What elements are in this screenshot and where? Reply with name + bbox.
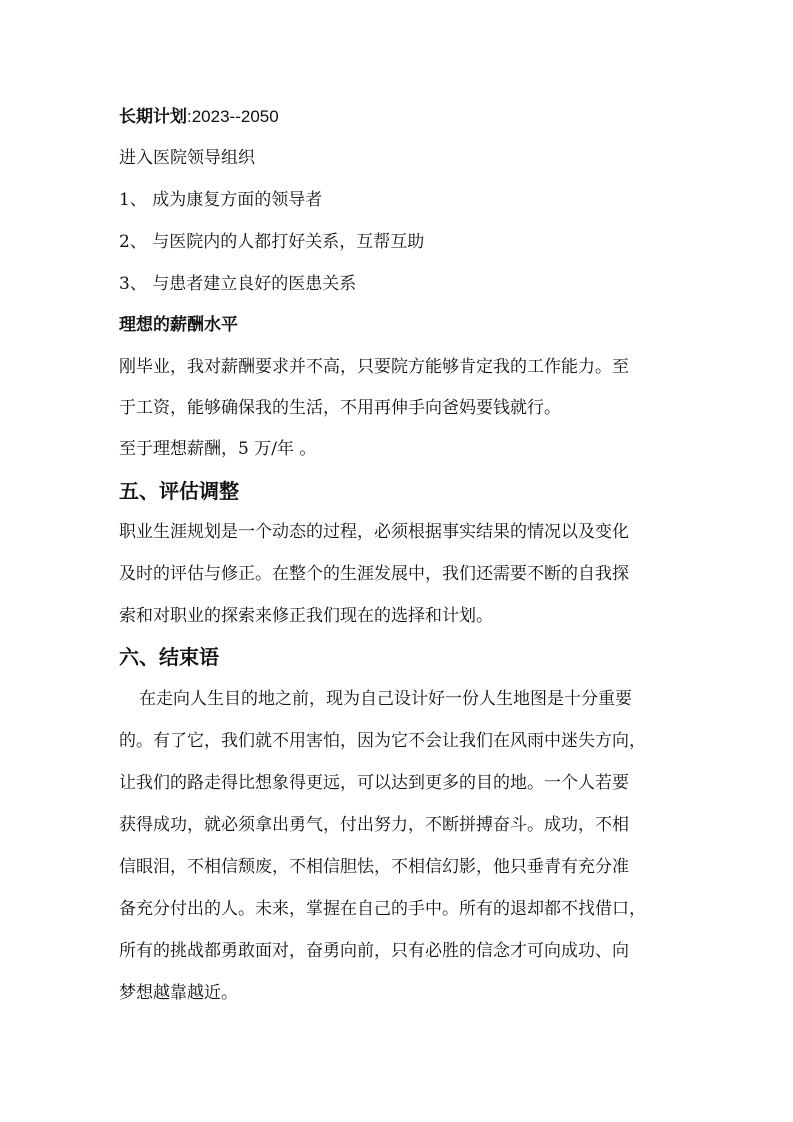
long-term-plan-heading <box>119 108 279 126</box>
plan-item-1: 1、 成为康复方面的领导者 <box>119 190 323 210</box>
plan-item-2: 2、 与医院内的人都打好关系，互帮互助 <box>119 232 425 252</box>
section-6-line-2: 的。有了它，我们就不用害怕，因为它不会让我们在风雨中迷失方向， <box>119 731 646 751</box>
salary-line-1: 刚毕业，我对薪酬要求并不高，只要院方能够肯定我的工作能力。至 <box>119 357 629 377</box>
section-5-line-3: 索和对职业的探索来修正我们现在的选择和计划。 <box>119 606 493 626</box>
section-6-line-7: 所有的挑战都勇敢面对，奋勇向前，只有必胜的信念才可向成功、向 <box>119 941 629 961</box>
section-6-line-4: 获得成功，就必须拿出勇气，付出努力，不断拼搏奋斗。成功，不相 <box>119 815 629 835</box>
salary-heading: 理想的薪酬水平 <box>119 315 238 335</box>
section-6-heading: 六、结束语 <box>119 645 219 669</box>
section-5-heading: 五、评估调整 <box>119 479 239 503</box>
section-6-line-5: 信眼泪，不相信颓废，不相信胆怯，不相信幻影，他只垂青有充分准 <box>119 857 629 877</box>
section-6-line-3: 让我们的路走得比想象得更远，可以达到更多的目的地。一个人若要 <box>119 773 629 793</box>
salary-line-3: 至于理想薪酬，5 万/年 。 <box>119 439 317 459</box>
section-5-line-2: 及时的评估与修正。在整个的生涯发展中，我们还需要不断的自我探 <box>119 564 629 584</box>
long-term-plan-label: 长期计划 <box>119 107 187 127</box>
section-6-line-1: 在走向人生目的地之前，现为自己设计好一份人生地图是十分重要 <box>139 689 632 709</box>
salary-line-2: 于工资，能够确保我的生活，不用再伸手向爸妈要钱就行。 <box>119 398 561 418</box>
section-5-line-1: 职业生涯规划是一个动态的过程，必须根据事实结果的情况以及变化 <box>119 522 629 542</box>
long-term-plan-period: :2023--2050 <box>187 107 279 126</box>
section-6-line-6: 备充分付出的人。未来，掌握在自己的手中。所有的退却都不找借口， <box>119 899 646 919</box>
plan-item-3: 3、 与患者建立良好的医患关系 <box>119 274 357 294</box>
section-6-line-8: 梦想越靠越近。 <box>119 983 238 1003</box>
long-term-plan-intro: 进入医院领导组织 <box>119 148 255 168</box>
